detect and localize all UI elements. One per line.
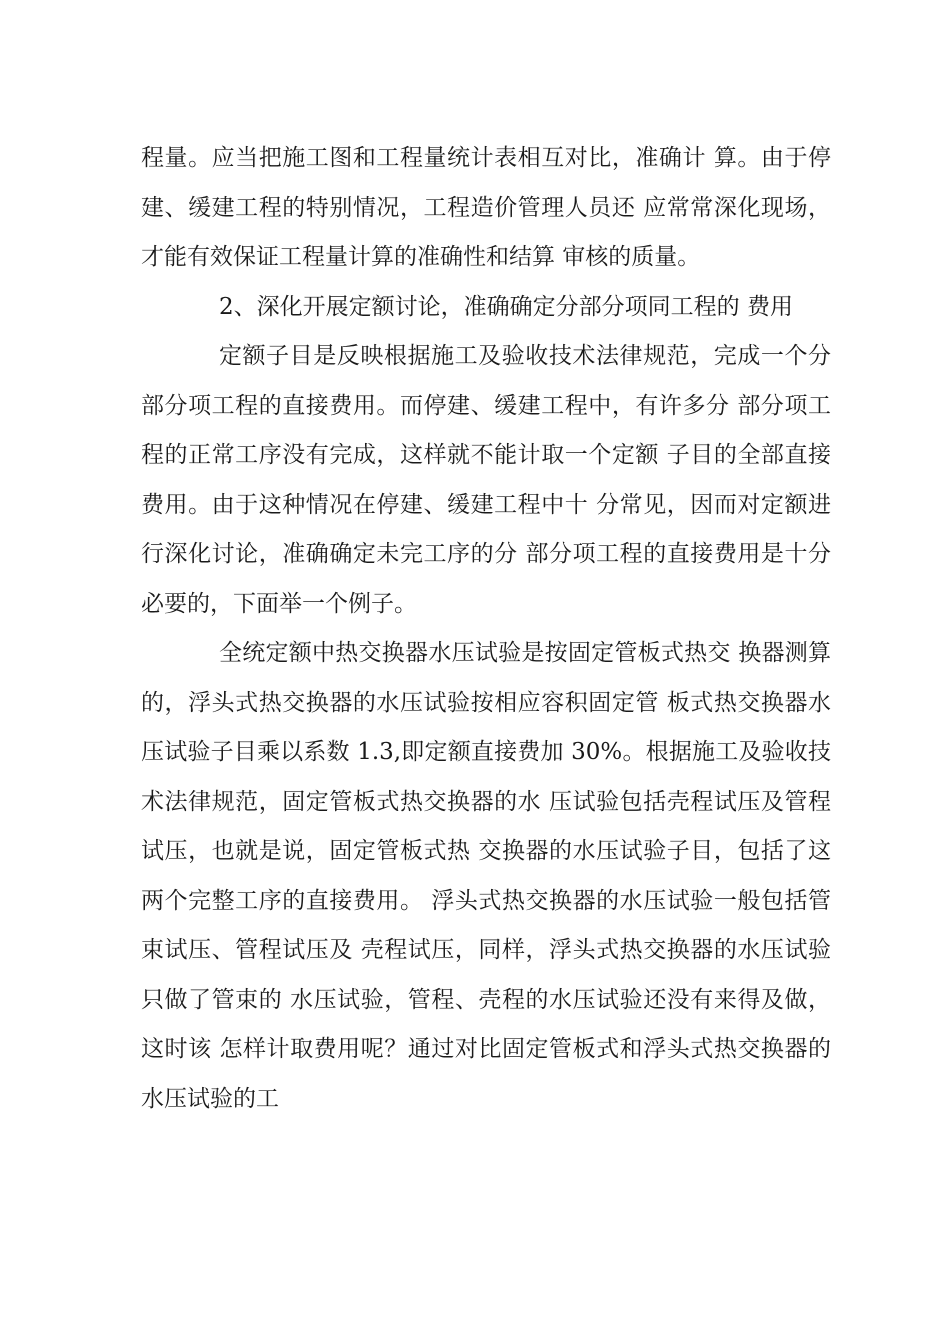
paragraph-quota-items: 定额子目是反映根据施工及验收技术法律规范，完成一个分部分项工程的直接费用。而停建、缓建工程中，有许多分 部分项工程的正常工序没有完成，这样就不能计取一个定额 子目的全部直接费用。由于这种情况在停建、缓建工程中十 分常见，因而对定额进行深化讨论，准确确定未完工序的分 部分项工程的直接费用是十分必要的，下面举一个例子。 [141,343,831,617]
paragraph-heat-exchanger-example: 全统定额中热交换器水压试验是按固定管板式热交 换器测算的，浮头式热交换器的水压试验按相应容积固定管 板式热交换器水压试验子目乘以系数 1.3,即定额直接费加 30%。根据施工及验收技术法律规范，固定管板式热交换器的水 压试验包括壳程试压及管程试压，也就是说，固定管板式热 交换器的水压试验子目，包括了这两个完整工序的直接费用。 浮头式热交换器的水压试验一般包括管束试压、管程试压及 壳程试压，同样，浮头式热交换器的水压试验只做了管束的 水压试验，管程、壳程的水压试验还没有来得及做，这时该 怎样计取费用呢？通过对比固定管板式和浮头式热交换器的 水压试验的工 [141,640,831,1112]
section-heading: 2、深化开展定额讨论，准确确定分部分项同工程的 费用 [219,293,793,320]
document-page [141,134,831,1124]
paragraph-continuation: 程量。应当把施工图和工程量统计表相互对比，准确计 算。由于停建、缓建工程的特别情况，工程造价管理人员还 应常常深化现场，才能有效保证工程量计算的准确性和结算 审核的质量。 [141,145,831,270]
